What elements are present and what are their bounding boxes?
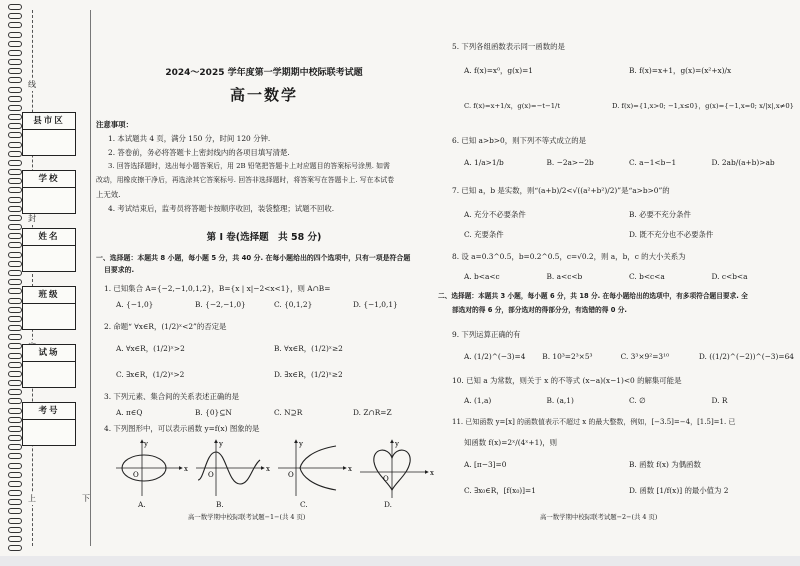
subject-title: 高一数学 <box>229 86 298 104</box>
option[interactable]: A. 1/a>1/b <box>464 158 504 167</box>
note-item: 1. 本试题共 4 页，满分 150 分，时间 120 分钟. <box>108 134 271 143</box>
option[interactable]: B. 必要不充分条件 <box>629 210 691 219</box>
binding-holes <box>4 4 26 552</box>
axis-y-label: y <box>395 440 399 448</box>
seal-mark: 封 <box>28 214 36 223</box>
option[interactable]: B. −2a>−2b <box>546 158 594 167</box>
field-box-school[interactable] <box>22 170 76 214</box>
field-label: 学校 <box>23 171 75 188</box>
option-row <box>464 272 794 281</box>
option[interactable]: C. ∃x₀∈R，[f(x₀)]=1 <box>464 486 536 495</box>
field-label: 考号 <box>23 403 75 420</box>
field-label: 姓名 <box>23 229 75 246</box>
option[interactable]: C. f(x)=x+1/x，g(x)=−t−1/t <box>464 102 561 110</box>
option-row <box>116 300 432 309</box>
graph-c[interactable] <box>278 440 352 496</box>
section1-title: 第 Ⅰ 卷(选择题 共 58 分) <box>206 232 322 243</box>
option[interactable]: B. <box>216 500 224 509</box>
question-stem: 5. 下列各组函数表示同一函数的是 <box>452 42 565 51</box>
note-item: 改动，用橡皮擦干净后，再选涂其它答案标号. 回答非选择题时，将答案写在答题卡上. 写在本试卷 <box>96 176 395 184</box>
option-row <box>464 66 794 75</box>
question-stem: 6. 已知 a>b>0，则下列不等式成立的是 <box>452 136 587 145</box>
seal-mark: 线 <box>28 80 36 89</box>
option[interactable]: D. <box>384 500 393 509</box>
axis-x-label: x <box>266 465 270 473</box>
field-box-name[interactable] <box>22 228 76 272</box>
option[interactable]: D. {−1,0,1} <box>353 300 398 309</box>
option[interactable]: B. a<c<b <box>546 272 583 281</box>
option[interactable]: A. b<a<c <box>464 272 500 281</box>
binding-strip <box>0 0 96 556</box>
option[interactable]: C. a−1<b−1 <box>629 158 677 167</box>
option[interactable]: A. π∈Q <box>116 408 143 417</box>
field-box-exam-number[interactable] <box>22 402 76 446</box>
option-row <box>464 460 794 469</box>
option[interactable]: B. {−2,−1,0} <box>195 300 246 309</box>
option-row <box>116 344 432 353</box>
option-row <box>464 352 794 361</box>
option-row <box>464 486 794 495</box>
field-box-room[interactable] <box>22 344 76 388</box>
option[interactable]: C. b<c<a <box>629 272 665 281</box>
option-row <box>464 158 794 167</box>
field-label: 试场 <box>23 345 75 362</box>
notes-title: 注意事项： <box>96 120 133 129</box>
option-row <box>116 408 432 417</box>
option[interactable]: B. 函数 f(x) 为偶函数 <box>629 460 701 469</box>
seal-mark: 上 <box>28 494 36 503</box>
option[interactable]: D. c<b<a <box>711 272 748 281</box>
option[interactable]: A. ∀x∈R，(1/2)ˣ>2 <box>116 344 185 353</box>
option[interactable]: B. ∀x∈R，(1/2)ˣ≥2 <box>274 344 343 353</box>
exam-header: 2024～2025 学年度第一学期期中校际联考试题 <box>165 68 363 78</box>
option[interactable]: D. ∃x∈R，(1/2)ˣ≥2 <box>274 370 343 379</box>
option[interactable]: D. 既不充分也不必要条件 <box>629 230 714 239</box>
question-stem: 7. 已知 a，b 是实数，则“(a+b)/2<√((a²+b²)/2)”是“a>b>0”的 <box>452 186 670 195</box>
option[interactable]: C. N⊇R <box>274 408 303 417</box>
section1-heading: 一、选择题：本题共 8 小题，每小题 5 分，共 40 分. 在每小题给出的四个选项中，只有一项是符合题 <box>96 254 411 262</box>
question-stem: 知函数 f(x)=2ˣ/(4ˣ+1)，则 <box>464 438 557 447</box>
origin-label: O <box>288 471 294 479</box>
option[interactable]: D. R <box>711 396 728 405</box>
margin-line <box>90 10 91 546</box>
option[interactable]: C. ∃x∈R，(1/2)ˣ>2 <box>116 370 185 379</box>
origin-label: O <box>133 471 139 479</box>
option[interactable]: B. {0}⊆N <box>195 408 232 417</box>
field-box-class[interactable] <box>22 286 76 330</box>
axis-y-label: y <box>144 440 148 448</box>
graph-d[interactable] <box>360 440 434 498</box>
option[interactable]: C. ∅ <box>629 396 646 405</box>
question-stem: 8. 设 a=0.3^0.5，b=0.2^0.5，c=√0.2，则 a，b，c 的大小关系为 <box>452 252 686 261</box>
footer-right: 高一数学期中校际联考试题−2−(共 4 页) <box>540 513 658 521</box>
option[interactable]: A. {−1,0} <box>116 300 154 309</box>
q4-graphs <box>112 438 434 500</box>
note-item: 2. 答卷前，务必将答题卡上密封线内的各项目填写清楚. <box>108 148 290 157</box>
graph-b[interactable] <box>196 440 270 496</box>
option[interactable]: D. Z∩R=Z <box>353 408 392 417</box>
axis-x-label: x <box>430 469 434 477</box>
origin-label: O <box>208 471 214 479</box>
option[interactable]: C. {0,1,2} <box>274 300 313 309</box>
note-item: 4. 考试结束后，监考员将答题卡按顺序收回，装袋整理；试题不回收. <box>108 204 335 213</box>
option[interactable]: D. ((1/2)^(−2))^(−3)=64 <box>698 352 794 361</box>
option[interactable]: C. 充要条件 <box>464 230 504 239</box>
option[interactable]: B. f(x)=x+1，g(x)=(x²+x)/x <box>629 66 732 75</box>
note-item: 3. 回答选择题时，选出每小题答案后，用 2B 铅笔把答题卡上对应题目的答案标号涂黑. 如需 <box>108 162 390 170</box>
option[interactable]: A. 充分不必要条件 <box>464 210 526 219</box>
bottom-strip <box>0 556 800 566</box>
section2-heading: 部选对的得 6 分，部分选对的得部分分，有选错的得 0 分. <box>452 306 627 314</box>
option[interactable]: A. (1,a) <box>464 396 492 405</box>
option-row <box>116 370 432 379</box>
section2-heading: 二、选择题：本题共 3 小题，每小题 6 分，共 18 分. 在每小题给出的选项中，有多项符合题目要求. 全 <box>438 292 748 300</box>
section1-heading: 目要求的. <box>104 266 135 274</box>
question-stem: 9. 下列运算正确的有 <box>452 330 521 339</box>
question-stem: 2. 命题“ ∀x∈R，(1/2)ˣ<2”的否定是 <box>104 322 227 331</box>
origin-label: O <box>383 475 389 483</box>
axis-y-label: y <box>219 440 223 448</box>
field-label: 县市区 <box>23 113 75 130</box>
option[interactable]: A. <box>138 500 146 509</box>
graph-a[interactable] <box>116 440 188 496</box>
axis-x-label: x <box>348 465 352 473</box>
seal-mark: 下 <box>82 494 90 503</box>
option[interactable]: D. f(x)={1,x>0; −1,x≤0}，g(x)={−1,x=0; x/|x|,x≠0} <box>611 102 794 110</box>
option[interactable]: C. 3³×9²=3¹⁰ <box>620 352 670 361</box>
option[interactable]: A. [π−3]=0 <box>464 460 507 469</box>
option[interactable]: C. <box>300 500 308 509</box>
option[interactable]: A. (1/2)^(−3)=4 <box>464 352 526 361</box>
field-label: 班级 <box>23 287 75 304</box>
axis-y-label: y <box>299 440 303 448</box>
question-stem: 11. 已知函数 y=[x] 的函数值表示不超过 x 的最大整数，例如，[−3.5]=−4，[1.5]=1. 已 <box>452 418 736 426</box>
question-stem: 3. 下列元素、集合间的关系表述正确的是 <box>104 392 240 401</box>
field-box-county[interactable] <box>22 112 76 156</box>
option[interactable]: D. 2ab/(a+b)>ab <box>711 158 775 167</box>
right-column <box>438 36 794 526</box>
option-row <box>464 396 794 405</box>
question-stem: 1. 已知集合 A={−2,−1,0,1,2}，B={x | x|−2<x<1}，则 A∩B= <box>104 284 331 293</box>
axis-x-label: x <box>184 465 188 473</box>
option[interactable]: A. f(x)=x⁰，g(x)=1 <box>464 66 533 75</box>
option-row <box>464 230 794 239</box>
note-item: 上无效. <box>96 190 121 199</box>
footer-left: 高一数学期中校际联考试题−1−(共 4 页) <box>188 513 306 521</box>
question-stem: 10. 已知 a 为常数，则关于 x 的不等式 (x−a)(x−1)<0 的解集可能是 <box>452 376 682 385</box>
option-row <box>464 210 794 219</box>
option[interactable]: D. 函数 [1/f(x)] 的最小值为 2 <box>629 486 729 495</box>
left-column <box>96 62 432 522</box>
option[interactable]: B. (a,1) <box>546 396 574 405</box>
question-stem: 4. 下列图形中，可以表示函数 y=f(x) 图象的是 <box>104 424 260 433</box>
option[interactable]: B. 10³=2³×5³ <box>542 352 593 361</box>
option-row <box>464 102 794 110</box>
